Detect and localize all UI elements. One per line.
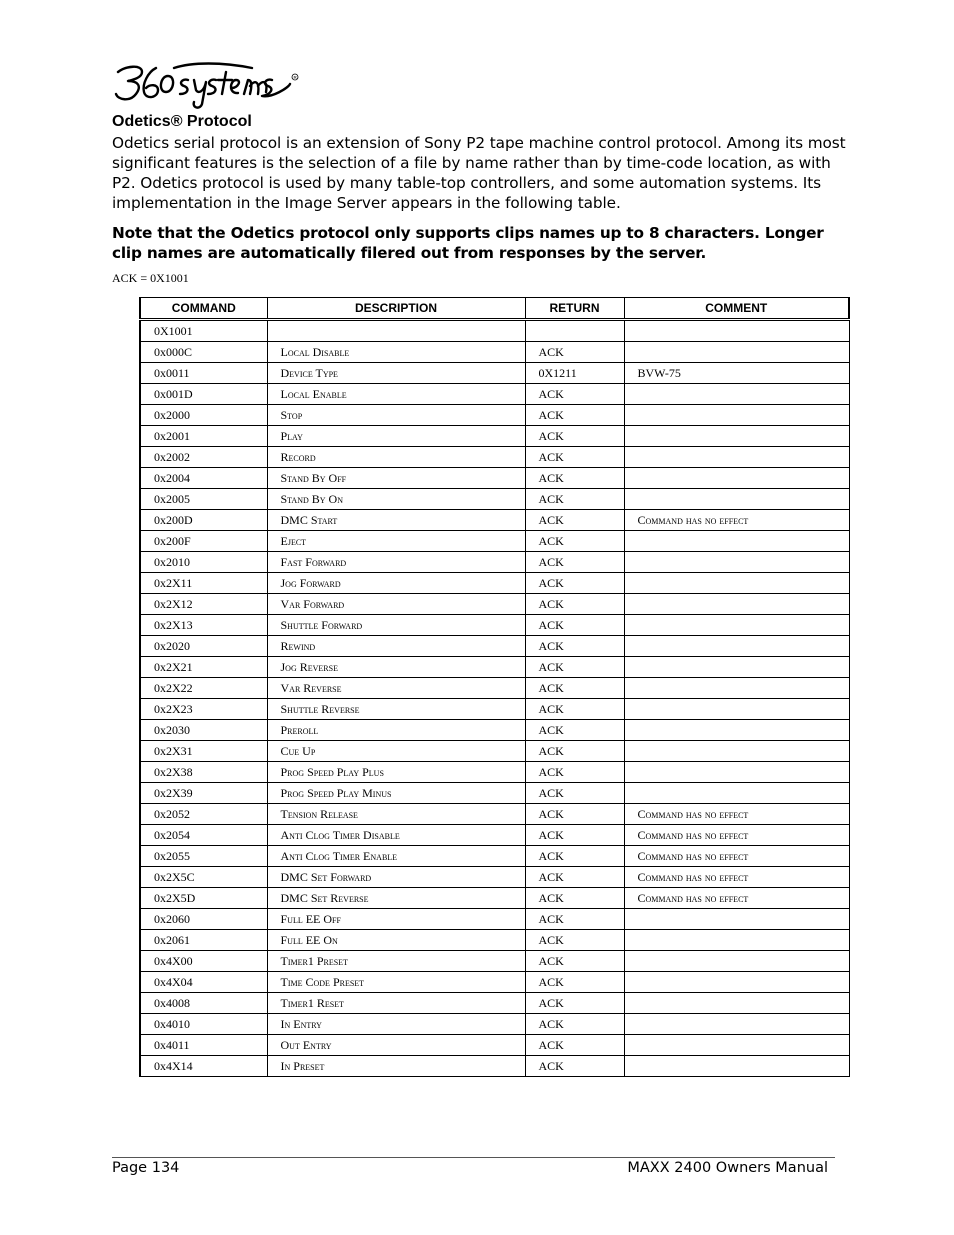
description-cell: Anti Clog Timer Enable: [267, 846, 525, 867]
comment-cell: [624, 720, 849, 741]
return-cell: ACK: [525, 678, 624, 699]
description-cell: Timer1 Preset: [267, 951, 525, 972]
command-cell: 0x4011: [140, 1035, 267, 1056]
comment-cell: [624, 342, 849, 363]
command-cell: 0x2054: [140, 825, 267, 846]
command-cell: 0x0011: [140, 363, 267, 384]
table-row: [140, 363, 849, 384]
table-row: [140, 846, 849, 867]
description-cell: DMC Set Forward: [267, 867, 525, 888]
description-cell: Stand By On: [267, 489, 525, 510]
table-row: [140, 1014, 849, 1035]
table-row: [140, 573, 849, 594]
return-cell: ACK: [525, 426, 624, 447]
command-cell: 0x2X22: [140, 678, 267, 699]
description-cell: Stop: [267, 405, 525, 426]
command-cell: 0x4010: [140, 1014, 267, 1035]
command-cell: 0x2010: [140, 552, 267, 573]
description-cell: Var Forward: [267, 594, 525, 615]
description-cell: Prog Speed Play Minus: [267, 783, 525, 804]
table-row: [140, 930, 849, 951]
comment-cell: [624, 1056, 849, 1077]
description-cell: Device Type: [267, 363, 525, 384]
comment-cell: [624, 993, 849, 1014]
command-cell: 0x000C: [140, 342, 267, 363]
return-cell: ACK: [525, 846, 624, 867]
comment-cell: [624, 909, 849, 930]
return-cell: ACK: [525, 888, 624, 909]
command-cell: 0x2002: [140, 447, 267, 468]
command-cell: 0x4X14: [140, 1056, 267, 1077]
return-cell: ACK: [525, 615, 624, 636]
description-cell: Jog Forward: [267, 573, 525, 594]
command-cell: 0x200F: [140, 531, 267, 552]
description-cell: Jog Reverse: [267, 657, 525, 678]
return-cell: ACK: [525, 951, 624, 972]
comment-cell: [624, 1014, 849, 1035]
return-cell: ACK: [525, 825, 624, 846]
table-row: [140, 510, 849, 531]
comment-cell: [624, 615, 849, 636]
description-cell: DMC Start: [267, 510, 525, 531]
table-body: [140, 320, 849, 1077]
description-cell: Cue Up: [267, 741, 525, 762]
return-cell: ACK: [525, 762, 624, 783]
comment-cell: Command has no effect: [624, 846, 849, 867]
return-cell: ACK: [525, 384, 624, 405]
comment-cell: [624, 930, 849, 951]
command-cell: 0x2X13: [140, 615, 267, 636]
table-row: [140, 636, 849, 657]
description-cell: Tension Release: [267, 804, 525, 825]
return-cell: ACK: [525, 594, 624, 615]
table-row: [140, 825, 849, 846]
table-row: [140, 342, 849, 363]
description-cell: Out Entry: [267, 1035, 525, 1056]
ack-definition: ACK = 0X1001: [112, 271, 189, 285]
comment-cell: BVW-75: [624, 363, 849, 384]
comment-cell: [624, 699, 849, 720]
command-cell: 0x2X5D: [140, 888, 267, 909]
command-cell: 0x2X31: [140, 741, 267, 762]
table-row: [140, 320, 849, 342]
return-cell: ACK: [525, 741, 624, 762]
description-cell: Eject: [267, 531, 525, 552]
comment-cell: [624, 657, 849, 678]
comment-cell: Command has no effect: [624, 804, 849, 825]
comment-cell: [624, 468, 849, 489]
comment-cell: [624, 405, 849, 426]
description-cell: In Preset: [267, 1056, 525, 1077]
comment-cell: [624, 489, 849, 510]
command-cell: 0x001D: [140, 384, 267, 405]
table-row: [140, 405, 849, 426]
comment-cell: [624, 741, 849, 762]
section-title: Odetics® Protocol: [112, 113, 252, 130]
return-cell: ACK: [525, 1056, 624, 1077]
column-header-description: DESCRIPTION: [267, 298, 525, 320]
command-cell: 0x4008: [140, 993, 267, 1014]
command-cell: 0x2X38: [140, 762, 267, 783]
comment-cell: [624, 678, 849, 699]
table-row: [140, 678, 849, 699]
table-row: [140, 909, 849, 930]
table-row: [140, 594, 849, 615]
return-cell: ACK: [525, 510, 624, 531]
comment-cell: Command has no effect: [624, 825, 849, 846]
return-cell: ACK: [525, 804, 624, 825]
description-cell: Timer1 Reset: [267, 993, 525, 1014]
return-cell: ACK: [525, 405, 624, 426]
description-cell: [267, 320, 525, 342]
table-row: [140, 657, 849, 678]
table-row: [140, 762, 849, 783]
description-cell: Full EE On: [267, 930, 525, 951]
return-cell: ACK: [525, 636, 624, 657]
return-cell: ACK: [525, 1035, 624, 1056]
return-cell: ACK: [525, 657, 624, 678]
command-cell: 0x2061: [140, 930, 267, 951]
return-cell: ACK: [525, 699, 624, 720]
description-cell: Prog Speed Play Plus: [267, 762, 525, 783]
comment-cell: [624, 594, 849, 615]
return-cell: ACK: [525, 573, 624, 594]
return-cell: ACK: [525, 552, 624, 573]
table-row: [140, 741, 849, 762]
description-cell: Var Reverse: [267, 678, 525, 699]
command-cell: 0x2001: [140, 426, 267, 447]
company-logo: [112, 58, 302, 112]
return-cell: ACK: [525, 489, 624, 510]
table-row: [140, 720, 849, 741]
command-cell: 0x2004: [140, 468, 267, 489]
return-cell: [525, 320, 624, 342]
return-cell: ACK: [525, 531, 624, 552]
command-cell: 0x200D: [140, 510, 267, 531]
comment-cell: [624, 426, 849, 447]
table-row: [140, 426, 849, 447]
description-cell: Play: [267, 426, 525, 447]
table-row: [140, 531, 849, 552]
intro-paragraph: Odetics serial protocol is an extension of Sony P2 tape machine control protocol. Among its most significant features is the selection of a file by name rather than by time-code location, as with P2. Odetics protocol is used by many table-top controllers, and some automation systems. Its implementation in the Image Server appears in the following table.: [112, 134, 846, 212]
return-cell: ACK: [525, 1014, 624, 1035]
command-cell: 0x2X12: [140, 594, 267, 615]
odetics-command-table: [139, 297, 850, 1077]
comment-cell: [624, 1035, 849, 1056]
table-row: [140, 489, 849, 510]
command-cell: 0x2020: [140, 636, 267, 657]
command-cell: 0x2X21: [140, 657, 267, 678]
comment-cell: Command has no effect: [624, 888, 849, 909]
table-row: [140, 1056, 849, 1077]
command-cell: 0x2X39: [140, 783, 267, 804]
description-cell: Shuttle Forward: [267, 615, 525, 636]
command-cell: 0x2000: [140, 405, 267, 426]
table-row: [140, 384, 849, 405]
return-cell: 0X1211: [525, 363, 624, 384]
table-row: [140, 783, 849, 804]
table-row: [140, 972, 849, 993]
return-cell: ACK: [525, 909, 624, 930]
description-cell: Shuttle Reverse: [267, 699, 525, 720]
comment-cell: [624, 972, 849, 993]
comment-cell: [624, 951, 849, 972]
comment-cell: [624, 636, 849, 657]
comment-cell: [624, 552, 849, 573]
table-row: [140, 804, 849, 825]
command-cell: 0X1001: [140, 320, 267, 342]
return-cell: ACK: [525, 342, 624, 363]
column-header-command: COMMAND: [140, 298, 267, 320]
return-cell: ACK: [525, 468, 624, 489]
description-cell: Time Code Preset: [267, 972, 525, 993]
description-cell: Local Enable: [267, 384, 525, 405]
description-cell: Full EE Off: [267, 909, 525, 930]
table-header-row: [140, 298, 849, 320]
return-cell: ACK: [525, 993, 624, 1014]
return-cell: ACK: [525, 867, 624, 888]
comment-cell: [624, 384, 849, 405]
footer-page-number: Page 134: [112, 1160, 180, 1176]
return-cell: ACK: [525, 972, 624, 993]
description-cell: In Entry: [267, 1014, 525, 1035]
column-header-comment: COMMENT: [624, 298, 849, 320]
description-cell: Preroll: [267, 720, 525, 741]
table-row: [140, 552, 849, 573]
description-cell: Fast Forward: [267, 552, 525, 573]
description-cell: Record: [267, 447, 525, 468]
comment-cell: [624, 531, 849, 552]
return-cell: ACK: [525, 930, 624, 951]
table-row: [140, 951, 849, 972]
description-cell: Stand By Off: [267, 468, 525, 489]
comment-cell: [624, 783, 849, 804]
comment-cell: [624, 320, 849, 342]
table-row: [140, 993, 849, 1014]
comment-cell: [624, 447, 849, 468]
table-row: [140, 888, 849, 909]
command-cell: 0x2030: [140, 720, 267, 741]
description-cell: Rewind: [267, 636, 525, 657]
return-cell: ACK: [525, 783, 624, 804]
command-cell: 0x4X00: [140, 951, 267, 972]
command-cell: 0x4X04: [140, 972, 267, 993]
svg-text:R: R: [293, 75, 297, 80]
description-cell: DMC Set Reverse: [267, 888, 525, 909]
comment-cell: [624, 573, 849, 594]
table-row: [140, 699, 849, 720]
column-header-return: RETURN: [525, 298, 624, 320]
description-cell: Anti Clog Timer Disable: [267, 825, 525, 846]
footer-manual-title: MAXX 2400 Owners Manual: [627, 1160, 828, 1176]
command-cell: 0x2060: [140, 909, 267, 930]
comment-cell: Command has no effect: [624, 510, 849, 531]
return-cell: ACK: [525, 447, 624, 468]
table-row: [140, 867, 849, 888]
table-row: [140, 468, 849, 489]
command-cell: 0x2055: [140, 846, 267, 867]
return-cell: ACK: [525, 720, 624, 741]
description-cell: Local Disable: [267, 342, 525, 363]
command-cell: 0x2X11: [140, 573, 267, 594]
command-cell: 0x2052: [140, 804, 267, 825]
comment-cell: Command has no effect: [624, 867, 849, 888]
table-row: [140, 1035, 849, 1056]
table-row: [140, 615, 849, 636]
command-cell: 0x2005: [140, 489, 267, 510]
footer-rule: [112, 1157, 835, 1158]
command-cell: 0x2X23: [140, 699, 267, 720]
note-paragraph: Note that the Odetics protocol only supports clips names up to 8 characters. Longer clip names are automatically filered out from responses by the server.: [112, 224, 824, 262]
comment-cell: [624, 762, 849, 783]
command-cell: 0x2X5C: [140, 867, 267, 888]
table-row: [140, 447, 849, 468]
